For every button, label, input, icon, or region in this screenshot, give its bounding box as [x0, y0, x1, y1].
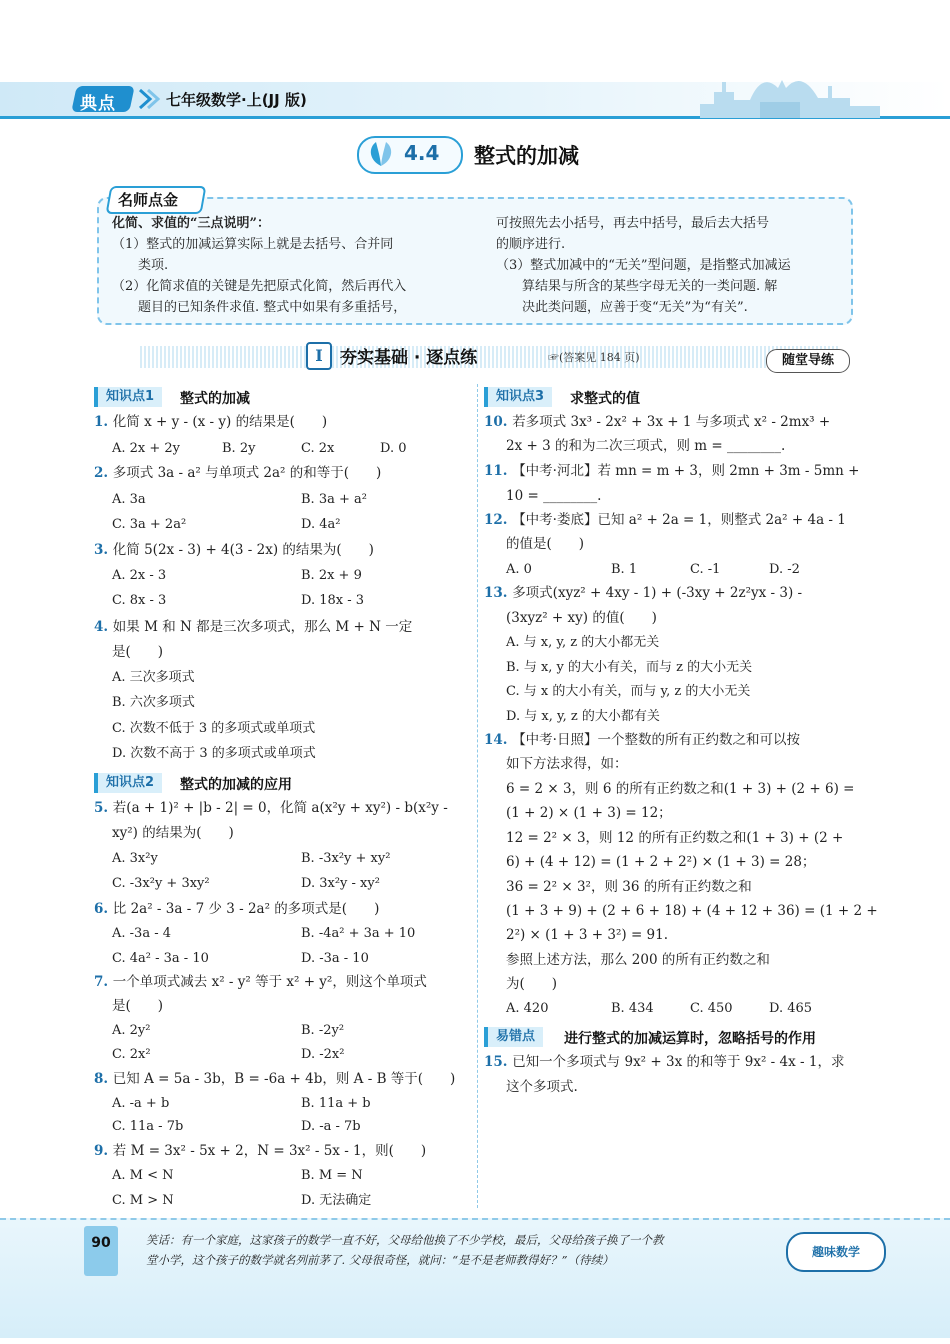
- option: A. 与 x, y, z 的大小都无关: [506, 635, 660, 650]
- question-14-line: 6 = 2 × 3，则 6 的所有正约数之和(1 + 3) + (2 + 6) =: [506, 781, 855, 797]
- option: C. 11a - 7b: [112, 1119, 184, 1134]
- option: B. 六次多项式: [112, 695, 195, 710]
- question-text: 若 M = 3x² - 5x + 2，N = 3x² - 5x - 1，则( ): [112, 1143, 427, 1159]
- question-14-line: 为( ): [506, 976, 558, 992]
- option: D. 465: [769, 1001, 813, 1016]
- brand-logo-text: 典点: [80, 94, 116, 114]
- option: D. -2: [769, 562, 800, 577]
- option: A. 三次多项式: [112, 670, 195, 685]
- option: A. 2x + 2y: [112, 441, 181, 456]
- option: D. 3x²y - xy²: [301, 876, 380, 891]
- option: B. -2y²: [301, 1023, 345, 1038]
- question-14-line: 6) + (4 + 12) = (1 + 2 + 2²) × (1 + 3) = 28；: [506, 854, 816, 870]
- option: D. 4a²: [301, 517, 341, 532]
- question-text: 若(a + 1)² + |b - 2| = 0，化简 a(x²y + xy²) - b(x²y -: [112, 800, 448, 816]
- joke-line: 堂小学，这个孩子的数学就名列前茅了. 父母很奇怪，就问：“是不是老师教得好？”（待续）: [146, 1253, 614, 1267]
- question-11: 11. 【中考·河北】若 mn = m + 3，则 2mn + 3m - 5mn +: [484, 463, 860, 479]
- question-14-line: 如下方法求得，如：: [506, 756, 628, 772]
- answer-note: ☞(答案见 184 页): [548, 351, 640, 364]
- question-4-cont: 是( ): [112, 644, 164, 660]
- question-14-line: 36 = 2² × 3²，则 36 的所有正约数之和: [506, 879, 752, 895]
- question-text: 【中考·娄底】已知 a² + 2a = 1，则整式 2a² + 4a - 1: [512, 512, 846, 528]
- question-text: 化简 x + y - (x - y) 的结果是( ): [112, 414, 328, 430]
- question-11-cont: 10 = ________.: [506, 488, 602, 504]
- knowledge-title-1: 整式的加减: [180, 391, 250, 407]
- question-text: 若多项式 3x³ - 2x² + 3x + 1 与多项式 x² - 2mx³ +: [512, 414, 831, 430]
- question-14: 14. 【中考·日照】一个整数的所有正约数之和可以按: [484, 732, 800, 748]
- question-text: 已知 A = 5a - 3b，B = -6a + 4b，则 A - B 等于( ): [112, 1071, 456, 1087]
- practice-mark: I: [306, 342, 332, 370]
- question-14-line: (1 + 2) × (1 + 3) = 12；: [506, 805, 672, 821]
- tip-tag: 名师点金: [118, 191, 179, 209]
- tip-line: 算结果与所含的某些字母无关的一类问题. 解: [496, 279, 778, 294]
- question-text: 多项式 3a - a² 与单项式 2a² 的和等于( ): [112, 465, 382, 481]
- tip-line: 决此类问题，应善于变“无关”为“有关”.: [496, 300, 748, 315]
- question-12-cont: 的值是( ): [506, 536, 585, 552]
- footer-joke: [146, 1230, 776, 1270]
- option: B. 3a + a²: [301, 492, 367, 507]
- option: C. 3a + 2a²: [112, 517, 187, 532]
- question-text: 【中考·日照】一个整数的所有正约数之和可以按: [512, 732, 800, 748]
- option: D. 与 x, y, z 的大小都有关: [506, 709, 660, 724]
- question-15: 15. 已知一个多项式与 9x² + 3x 的和等于 9x² - 4x - 1，求: [484, 1054, 845, 1070]
- option: A. 3a: [112, 492, 146, 507]
- option: C. 2x²: [112, 1047, 151, 1062]
- follow-badge: 随堂导练: [766, 349, 850, 373]
- option: D. 无法确定: [301, 1193, 372, 1208]
- question-14-line: 2²) × (1 + 3 + 3²) = 91.: [506, 927, 669, 943]
- tip-left: [112, 213, 482, 318]
- tip-line: 化简、求值的“三点说明”：: [112, 216, 270, 231]
- option: C. 2x: [301, 441, 335, 456]
- question-13-cont: (3xyz² + xy) 的值( ): [506, 610, 657, 626]
- option: C. -3x²y + 3xy²: [112, 876, 210, 891]
- option: B. M = N: [301, 1168, 363, 1183]
- option: A. M < N: [112, 1168, 174, 1183]
- question-8: 8. 已知 A = 5a - 3b，B = -6a + 4b，则 A - B 等于( ): [94, 1071, 456, 1087]
- tip-line: 可按照先去小括号，再去中括号，最后去大括号: [496, 216, 770, 231]
- question-13: 13. 多项式(xyz² + 4xy - 1) + (-3xy + 2z²yx - 3) -: [484, 585, 803, 601]
- question-text: 化简 5(2x - 3) + 4(3 - 2x) 的结果为( ): [112, 542, 374, 558]
- chevron-icon: [136, 86, 162, 112]
- question-15-cont: 这个多项式.: [506, 1079, 578, 1095]
- option: D. -a - 7b: [301, 1119, 361, 1134]
- question-14-line: 参照上述方法，那么 200 的所有正约数之和: [506, 952, 770, 968]
- option: C. 次数不低于 3 的多项式或单项式: [112, 721, 316, 736]
- question-4: 4. 如果 M 和 N 都是三次多项式，那么 M + N 一定: [94, 619, 413, 635]
- question-6: 6. 比 2a² - 3a - 7 少 3 - 2a² 的多项式是( ): [94, 901, 380, 917]
- question-text: 已知一个多项式与 9x² + 3x 的和等于 9x² - 4x - 1，求: [512, 1054, 845, 1070]
- option: A. 2x - 3: [112, 568, 167, 583]
- question-text: 多项式(xyz² + 4xy - 1) + (-3xy + 2z²yx - 3) -: [512, 585, 803, 601]
- option: C. 4a² - 3a - 10: [112, 951, 209, 966]
- option: D. 0: [380, 441, 407, 456]
- question-12: 12. 【中考·娄底】已知 a² + 2a = 1，则整式 2a² + 4a - 1: [484, 512, 846, 528]
- option: A. 3x²y: [112, 851, 158, 866]
- option: B. 2x + 9: [301, 568, 362, 583]
- knowledge-tag-1: 知识点1: [94, 387, 162, 407]
- option: B. 与 x, y 的大小有关，而与 z 的大小无关: [506, 660, 753, 675]
- question-14-line: 12 = 2² × 3，则 12 的所有正约数之和(1 + 3) + (2 +: [506, 830, 844, 846]
- tip-line: （2）化简求值的关键是先把原式化简，然后再代入: [112, 279, 407, 294]
- tip-right: [496, 213, 841, 318]
- practice-bar: [140, 346, 840, 368]
- question-7-cont: 是( ): [112, 998, 164, 1014]
- option: A. 2y²: [112, 1023, 151, 1038]
- page-number: 90: [84, 1226, 118, 1276]
- option: B. 434: [611, 1001, 654, 1016]
- knowledge-tag-4: 易错点: [484, 1027, 543, 1047]
- tip-line: （1）整式的加减运算实际上就是去括号、合并同: [112, 237, 394, 252]
- skyline-icon: [700, 62, 880, 118]
- question-text: 一个单项式减去 x² - y² 等于 x² + y²，则这个单项式: [112, 974, 427, 990]
- section-title: 整式的加减: [474, 144, 579, 168]
- question-5-cont: xy²) 的结果为( ): [112, 825, 234, 841]
- question-14-line: (1 + 3 + 9) + (2 + 6 + 18) + (4 + 12 + 36) = (1 + 2 +: [506, 903, 878, 919]
- option: A. -a + b: [112, 1096, 170, 1111]
- option: B. 11a + b: [301, 1096, 371, 1111]
- knowledge-tag-2: 知识点2: [94, 773, 162, 793]
- option: C. 与 x 的大小有关，而与 y, z 的大小无关: [506, 684, 751, 699]
- tip-line: 题目的已知条件求值. 整式中如果有多重括号，: [112, 300, 407, 315]
- option: B. -3x²y + xy²: [301, 851, 391, 866]
- option: A. -3a - 4: [112, 926, 171, 941]
- knowledge-tag-3: 知识点3: [484, 387, 552, 407]
- option: C. -1: [690, 562, 721, 577]
- option: A. 420: [506, 1001, 549, 1016]
- option: D. 次数不高于 3 的多项式或单项式: [112, 746, 316, 761]
- joke-line: 笑话：有一个家庭，这家孩子的数学一直不好，父母给他换了不少学校，最后，父母给孩子换了一个教: [146, 1233, 664, 1247]
- tip-line: 类项.: [112, 258, 169, 273]
- practice-title: 夯实基础 · 逐点练: [340, 348, 478, 368]
- question-10-cont: 2x + 3 的和为二次三项式，则 m = ________.: [506, 438, 786, 454]
- book-title: 七年级数学·上(JJ 版): [166, 91, 307, 109]
- question-2: 2. 多项式 3a - a² 与单项式 2a² 的和等于( ): [94, 465, 382, 481]
- section-number: 4.4: [404, 141, 440, 165]
- option: D. -3a - 10: [301, 951, 369, 966]
- option: B. 2y: [222, 441, 256, 456]
- question-5: 5. 若(a + 1)² + |b - 2| = 0，化简 a(x²y + xy²) - b(x²y -: [94, 800, 448, 816]
- option: B. 1: [611, 562, 638, 577]
- question-text: 如果 M 和 N 都是三次多项式，那么 M + N 一定: [112, 619, 413, 635]
- knowledge-title-3: 求整式的值: [570, 391, 640, 407]
- question-1: 1. 化简 x + y - (x - y) 的结果是( ): [94, 414, 328, 430]
- knowledge-title-2: 整式的加减的应用: [180, 777, 292, 793]
- question-7: 7. 一个单项式减去 x² - y² 等于 x² + y²，则这个单项式: [94, 974, 427, 990]
- option: C. 8x - 3: [112, 593, 167, 608]
- tip-line: （3）整式加减中的“无关”型问题，是指整式加减运: [496, 258, 791, 273]
- fun-math-badge: 趣味数学: [786, 1232, 886, 1272]
- question-10: 10. 若多项式 3x³ - 2x² + 3x + 1 与多项式 x² - 2mx³ +: [484, 414, 831, 430]
- question-9: 9. 若 M = 3x² - 5x + 2，N = 3x² - 5x - 1，则( ): [94, 1143, 427, 1159]
- leaf-icon: [364, 140, 398, 168]
- question-3: 3. 化简 5(2x - 3) + 4(3 - 2x) 的结果为( ): [94, 542, 374, 558]
- question-text: 比 2a² - 3a - 7 少 3 - 2a² 的多项式是( ): [112, 901, 380, 917]
- footer-rule: [0, 1218, 950, 1220]
- tip-line: 的顺序进行.: [496, 237, 566, 252]
- option: D. -2x²: [301, 1047, 345, 1062]
- option: B. -4a² + 3a + 10: [301, 926, 416, 941]
- option: A. 0: [506, 562, 532, 577]
- option: D. 18x - 3: [301, 593, 365, 608]
- option: C. 450: [690, 1001, 733, 1016]
- option: C. M > N: [112, 1193, 174, 1208]
- question-text: 【中考·河北】若 mn = m + 3，则 2mn + 3m - 5mn +: [512, 463, 860, 479]
- column-divider: [477, 384, 478, 1208]
- knowledge-title-4: 进行整式的加减运算时，忽略括号的作用: [564, 1031, 816, 1047]
